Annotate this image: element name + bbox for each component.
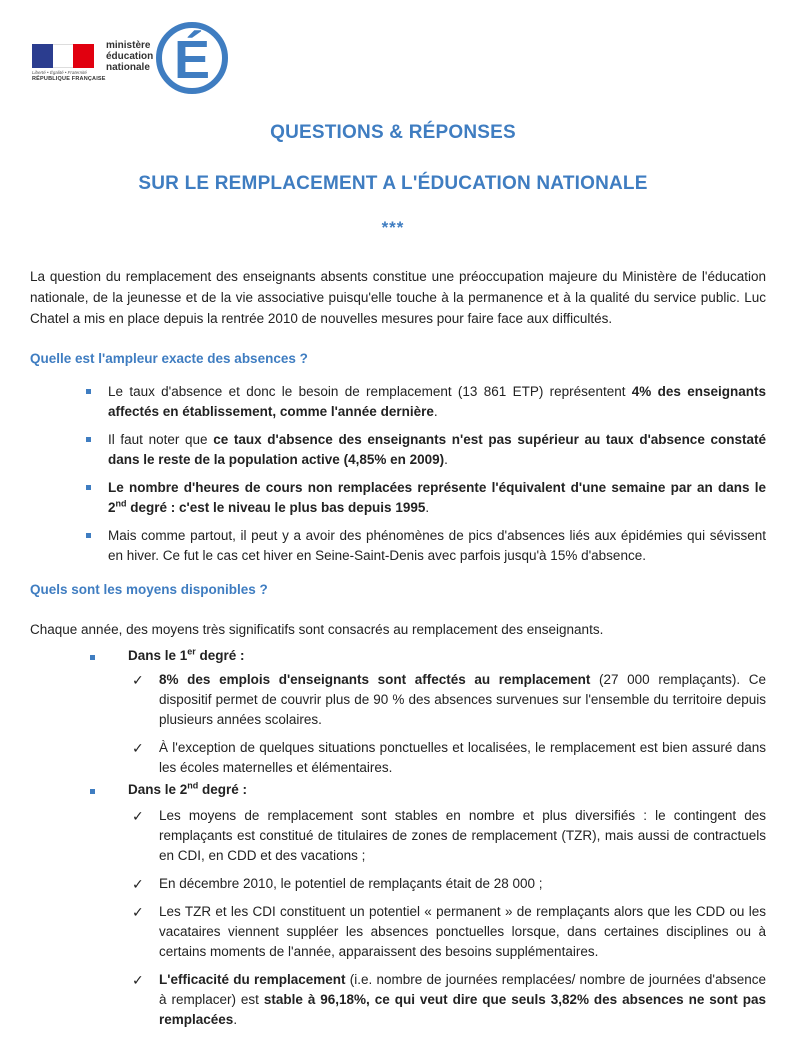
title-separator: *** [381,218,405,237]
square-bullet-icon [90,789,95,794]
check-icon: ✓ [132,740,144,756]
check-icon: ✓ [132,808,144,824]
republic-motto: Liberté • Égalité • Fraternité [32,70,87,75]
french-flag-logo [32,44,94,68]
ministry-line: nationale [106,62,150,73]
resources-lead: Chaque année, des moyens très significatifs sont consacrés au remplacement des enseignants. [30,622,604,637]
list-item: Le taux d'absence et donc le besoin de remplacement (13 861 ETP) représentent 4% des enseignants affectés en établissement, comme l'année dernière. [86,382,766,422]
list-item: Il faut noter que ce taux d'absence des enseignants n'est pas supérieur au taux d'absence constaté dans le reste de la population active (4,85% en 2009). [86,430,766,470]
list-item: ✓ 8% des emplois d'enseignants sont affectés au remplacement (27 000 remplaçants). Ce dispositif permet de couvrir plus de 90 % des absences survenues sur l'ensemble du territoire depuis plusieurs années scolaires. [132,672,767,727]
logo-letter: É [173,30,211,90]
square-bullet-icon [86,485,91,490]
absences-list [86,382,766,574]
list-item: ✓ Les TZR et les CDI constituent un potentiel « permanent » de remplaçants alors que les CDD ou les vacataires viennent suppléer les absences ponctuelles lorsque, dans certaines disciplines ou à certains moments de l'année, apparaissent des besoins supplémentaires. [132,904,766,959]
education-e-logo [148,10,238,100]
section-heading-absences: Quelle est l'ampleur exacte des absences ? [30,351,308,366]
list-item: ✓ En décembre 2010, le potentiel de remplaçants était de 28 000 ; [132,876,543,892]
square-bullet-icon [86,437,91,442]
degree2-heading: Dans le 2nd degré : [86,782,247,797]
square-bullet-icon [90,655,95,660]
list-item: Mais comme partout, il peut y a avoir des phénomènes de pics d'absences liés aux épidémies qui sévissent en hiver. Ce fut le cas cet hiver en Seine-Saint-Denis avec parfois jusqu'à 15% d'absence. [86,526,766,566]
ministry-name [106,40,153,73]
check-icon: ✓ [132,672,144,688]
intro-paragraph: La question du remplacement des enseignants absents constitue une préoccupation majeure du Ministère de l'éducation nationale, de la jeunesse et de la vie associative puisqu'elle touche à la permanence et à la qualité du service public. Luc Chatel a mis en place depuis la rentrée 2010 de nouvelles mesures pour faire face aux difficultés. [30,269,766,326]
check-icon: ✓ [132,876,144,892]
square-bullet-icon [86,533,91,538]
degree1-list [132,670,766,786]
check-icon: ✓ [132,972,144,988]
ministry-line: ministère [106,40,151,51]
list-item: Le nombre d'heures de cours non remplacées représente l'équivalent d'une semaine par an dans le 2nd degré : c'est le niveau le plus bas depuis 1995. [86,478,766,518]
page-subtitle: SUR LE REMPLACEMENT A L'ÉDUCATION NATIONALE [138,173,648,194]
section-heading-resources: Quels sont les moyens disponibles ? [30,582,268,597]
ministry-header [32,10,262,100]
ministry-line: éducation [106,51,154,62]
republic-label: RÉPUBLIQUE FRANÇAISE [32,76,106,82]
list-item: ✓ Les moyens de remplacement sont stables en nombre et plus diversifiés : le contingent des remplaçants est constitué de titulaires de zones de remplacement (TZR), mais aussi de contractuels en CDI, en CDD et des vacations ; [132,808,766,863]
list-item: ✓ L'efficacité du remplacement (i.e. nombre de journées remplacées/ nombre de journées d'absence à remplacer) est stable à 96,18%, ce qui veut dire que seuls 3,82% des absences ne sont pas remplacées. [132,972,766,1027]
check-icon: ✓ [132,904,144,920]
square-bullet-icon [86,389,91,394]
list-item: ✓ À l'exception de quelques situations ponctuelles et localisées, le remplacement est bien assuré dans les écoles maternelles et élémentaires. [132,740,766,775]
degree2-list [132,806,766,1038]
page-title: QUESTIONS & RÉPONSES [270,122,516,143]
degree1-heading: Dans le 1er degré : [86,648,245,663]
